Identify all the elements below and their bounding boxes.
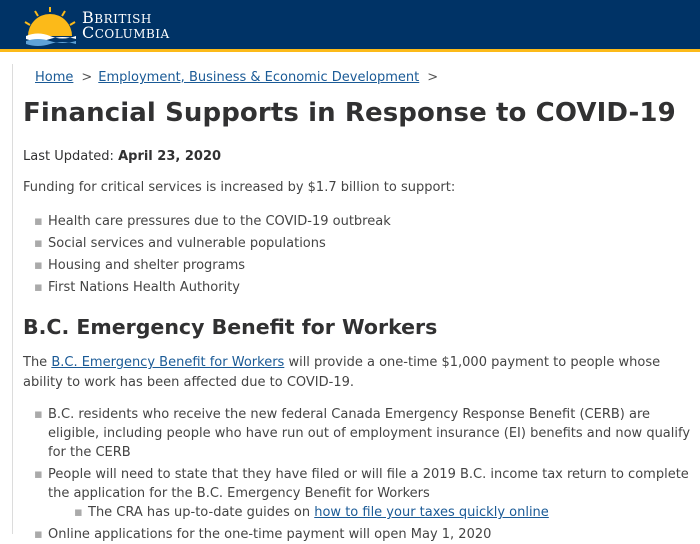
list-item-text: Housing and shelter programs	[48, 258, 246, 273]
list-item: ▪ Social services and vulnerable populations	[34, 236, 326, 251]
supports-list	[34, 211, 391, 299]
main-content	[0, 60, 700, 542]
list-item: ▪ Health care pressures due to the COVID-19 outbreak	[34, 214, 391, 229]
list-item-text: B.C. residents who receive the new federal Canada Emergency Response Benefit (CERB) are eligible, including people who have run out of employment insurance (EI) benefits and now qualify for the CERB	[48, 407, 691, 460]
list-item-text: Online applications for the one-time payment will open May 1, 2020	[48, 527, 492, 542]
logo-line-1-text: BRITISH	[94, 12, 152, 26]
breadcrumb	[35, 70, 444, 85]
page-title: Financial Supports in Response to COVID-19	[23, 98, 676, 128]
list-item: ▪ B.C. residents who receive the new federal Canada Emergency Response Benefit (CERB) are eligible, including people who have run out of employment insurance (EI) benefits and now qualify for the CERB	[34, 407, 691, 460]
list-item-text: First Nations Health Authority	[48, 280, 240, 295]
last-updated	[23, 149, 221, 164]
list-item: ▪ Housing and shelter programs	[34, 258, 246, 273]
file-taxes-link[interactable]: how to file your taxes quickly online	[314, 505, 549, 520]
breadcrumb-section-link[interactable]: Employment, Business & Economic Development	[98, 70, 420, 85]
list-item: ▪ People will need to state that they have filed or will file a 2019 B.C. income tax return to complete the application for the B.C. Emergency Benefit for Workers ▪ The CRA has up-to-date guides on how to file your taxes quickly online	[34, 465, 699, 522]
benefit-link[interactable]: B.C. Emergency Benefit for Workers	[51, 355, 285, 370]
top-header-bar	[0, 0, 700, 52]
benefit-paragraph	[23, 353, 698, 393]
bc-wordmark[interactable]	[82, 8, 170, 42]
intro-text: Funding for critical services is increased by $1.7 billion to support:	[23, 180, 456, 195]
last-updated-label: Last Updated:	[23, 149, 114, 164]
sub-list-item: ▪ The CRA has up-to-date guides on how to file your taxes quickly online	[74, 505, 549, 520]
list-item: ▪ Online applications for the one-time payment will open May 1, 2020	[34, 527, 492, 542]
section-heading: B.C. Emergency Benefit for Workers	[23, 315, 438, 339]
para-text: will provide a one-time $1,000 payment to people whose ability to work has been affected due to COVID-19.	[23, 355, 661, 390]
sub-item-text: The CRA has up-to-date guides on	[88, 505, 315, 520]
last-updated-date: April 23, 2020	[118, 149, 222, 164]
list-item: ▪ First Nations Health Authority	[34, 280, 240, 295]
logo-line-2: CCOLUMBIA	[82, 23, 170, 42]
breadcrumb-separator: >	[427, 70, 439, 85]
list-item-text: People will need to state that they have filed or will file a 2019 B.C. income tax return to complete the application for the B.C. Emergency Benefit for Workers	[48, 467, 689, 501]
benefit-list	[34, 405, 699, 544]
logo-line-1: BBRITISH	[82, 8, 152, 27]
logo-line-2-text: COLUMBIA	[94, 27, 170, 41]
list-item-text: Social services and vulnerable populations	[48, 236, 326, 251]
breadcrumb-separator: >	[81, 70, 93, 85]
content-divider	[12, 64, 13, 534]
para-text: The	[23, 355, 52, 370]
list-item-text: Health care pressures due to the COVID-19 outbreak	[48, 214, 391, 229]
breadcrumb-home-link[interactable]: Home	[35, 70, 74, 85]
